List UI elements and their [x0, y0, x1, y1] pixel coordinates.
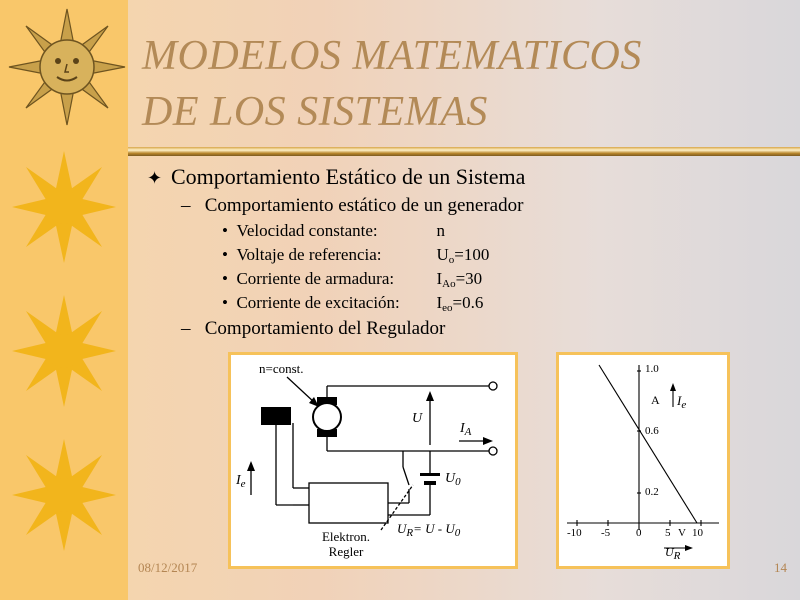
y-tick-label: 0.6 [645, 425, 659, 437]
footer-date: 08/12/2017 [138, 560, 198, 575]
x-tick-label: 10 [692, 527, 703, 539]
sun-face-icon [8, 6, 126, 128]
x-tick-label: 5 [665, 527, 671, 539]
label-UR-equation: $U_R= U - U_0$ [397, 521, 461, 539]
bullet-level-1 [147, 164, 525, 190]
label-regler: Elektron. Regler [321, 529, 370, 559]
y-tick-label: 0.2 [645, 486, 659, 498]
circuit-diagram [228, 352, 518, 569]
x-tick-label: -5 [601, 527, 611, 539]
bullet-level-3: • Corriente de excitación: $I_{eo}=0.6$ [222, 293, 484, 314]
label-U: U [412, 411, 423, 426]
star-bullet-icon: ✦ [147, 168, 163, 188]
sun-icon [10, 148, 118, 266]
label-U0: $U_0$ [445, 471, 461, 488]
sun-icon [10, 436, 118, 554]
x-unit-label: V [678, 527, 686, 539]
y-unit-label: A [651, 393, 660, 407]
bullet-level-2: – Comportamiento del Regulador [181, 318, 446, 339]
y-axis-label: $I_e$ [677, 393, 687, 411]
label-IA: $I_A$ [460, 421, 472, 438]
title-divider [128, 147, 800, 156]
bullet-level-3: • Voltaje de referencia: $U_o=100$ [222, 245, 490, 266]
slide-title [142, 28, 782, 140]
bullet-level-3: • Velocidad constante: n [222, 221, 445, 240]
x-tick-label: 0 [636, 527, 642, 539]
bullet-level-2: – Comportamiento estático de un generador [181, 195, 524, 216]
bullet-text: Comportamiento del Regulador [204, 318, 446, 339]
bullet-text: Comportamiento estático de un generador [204, 195, 524, 216]
bullet-text: Comportamiento Estático de un Sistema [171, 164, 526, 189]
label-n-const: n=const. [259, 361, 304, 376]
y-tick-label: 1.0 [645, 363, 659, 375]
x-axis-label: UR [665, 545, 681, 562]
page-number: 14 [774, 560, 787, 575]
label-Ie: $I_e$ [236, 473, 246, 490]
sun-icon [10, 292, 118, 410]
x-tick-label: -10 [567, 527, 582, 539]
title-line-2: DE LOS SISTEMAS [142, 89, 488, 135]
title-line-1: MODELOS MATEMATICOS [142, 33, 642, 79]
bullet-level-3: • Corriente de armadura: $I_{Ao}=30$ [222, 269, 483, 290]
characteristic-plot [556, 352, 730, 569]
